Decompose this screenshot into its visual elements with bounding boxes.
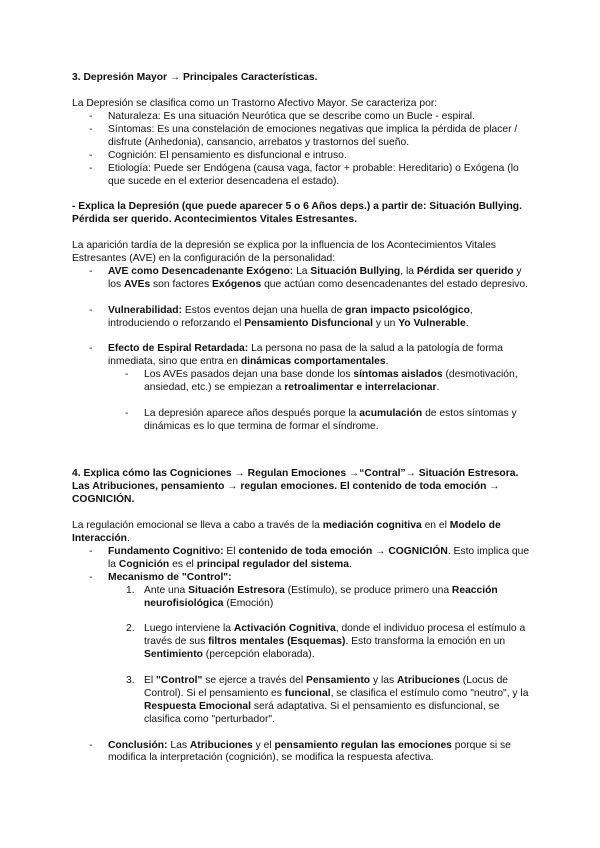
list-item: - Conclusión: Las Atribuciones y el pensamiento regulan las emociones porque si se modifica la interpretación (cognición), se modifica la respuesta afectiva. <box>89 739 511 764</box>
depression-intro: La Depresión se clasifica como un Trastorno Afectivo Mayor. Se caracteriza por: <box>72 98 438 109</box>
list-item: - AVE como Desencadenante Exógeno: La Situación Bullying, la Pérdida ser querido y los AVEs son factores Exógenos que actúan como desencadenantes del estado depresivo. <box>89 266 528 290</box>
regulation-intro: La regulación emocional se lleva a cabo a través de la mediación cognitiva en el Modelo de Interacción. <box>72 520 501 544</box>
list-item: 3. El "Control" se ejerce a través del Pensamiento y las Atribuciones (Locus de Control). Si el pensamiento es funcional, se clasifica el estímulo como "neutro", y la Respuesta Emocional será adaptativa. Si el pensamiento es disfuncional, se clasifica como "perturbador". <box>126 675 529 725</box>
regulation-list <box>72 546 530 765</box>
list-item: - Mecanismo de "Control": <box>89 571 232 583</box>
section-3-heading: 3. Depresión Mayor → Principales Características. <box>72 72 318 83</box>
list-item: - Etiología: Puede ser Endógena (causa vaga, factor + probable: Hereditario) o Exógena (lo que sucede en el exterior desencadena el estado). <box>89 162 519 187</box>
list-item: - Vulnerabilidad: Estos eventos dejan una huella de gran impacto psicológico, introduciendo o reforzando el Pensamiento Disfuncional y un Yo Vulnerable. <box>89 304 473 329</box>
list-item: - Fundamento Cognitivo: El contenido de toda emoción → COGNICIÓN. Esto implica que la Cognición es el principal regulador del sistema. <box>89 546 530 570</box>
list-item: 1. Ante una Situación Estresora (Estímulo), se produce primero una Reacción neurofisiológica (Emoción) <box>126 584 498 609</box>
list-item: - Efecto de Espiral Retardada: La persona no pasa de la salud a la patología de forma inmediata, sino que entra en dinámicas comportamentales. <box>89 343 503 368</box>
ave-list <box>72 266 530 434</box>
list-item: - La depresión aparece años después porque la acumulación de estos síntomas y dinámicas es lo que termina de formar el síndrome. <box>125 407 517 432</box>
list-item: - Naturaleza: Es una situación Neurótica que se describe como un Bucle - espiral. <box>89 111 475 122</box>
list-item: - Los AVEs pasados dejan una base donde los síntomas aislados (desmotivación, ansiedad, etc.) se empiezan a retroalimentar e interrelacionar. <box>125 369 518 394</box>
characteristics-list <box>72 111 530 188</box>
ave-intro: La aparición tardía de la depresión se explica por la influencia de los Acontecimientos Vitales Estresantes (AVE) en la configuración de la personalidad: <box>72 240 496 264</box>
section-4-heading: 4. Explica cómo las Cogniciones → Regulan Emociones →“Contral”→ Situación Estresora. Las Atribuciones, pensamiento → regulan emociones. El contenido de toda emoción → COGNICIÓN. <box>72 468 519 505</box>
list-item: - Síntomas: Es una constelación de emociones negativas que implica la pérdida de placer / disfrute (Anhedonia), cansancio, arrebatos y trastornos del sueño. <box>89 123 518 148</box>
list-item: 2. Luego interviene la Activación Cognitiva, donde el individuo procesa el estímulo a través de sus filtros mentales (Esquemas). Esto transforma la emoción en un Sentimiento (percepción elaborada). <box>126 623 526 661</box>
explain-question: - Explica la Depresión (que puede aparecer 5 o 6 Años deps.) a partir de: Situación Bullying. Pérdida ser querido. Acontecimientos Vitales Estresantes. <box>72 201 522 225</box>
list-item: - Cognición: El pensamiento es disfuncional e intruso. <box>89 149 347 161</box>
